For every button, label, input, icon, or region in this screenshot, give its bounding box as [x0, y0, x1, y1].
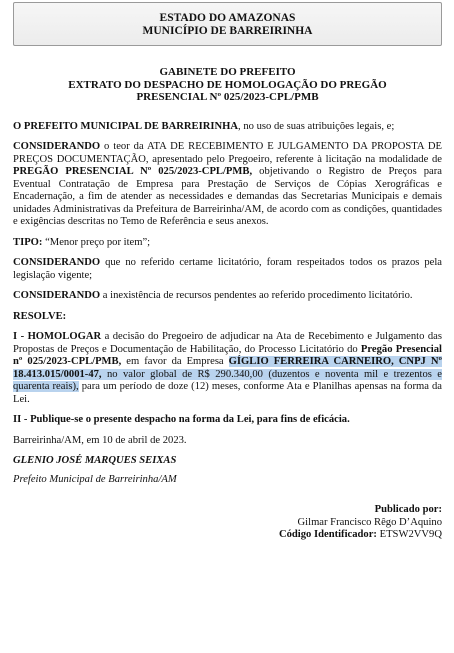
resolve-heading: [13, 311, 442, 324]
document-body: [13, 121, 442, 542]
tipo-text: “Menor preço por item”;: [42, 236, 151, 248]
identifier-label: Código Identificador:: [278, 529, 377, 540]
document-page: [0, 2, 454, 653]
title-extract: EXTRATO DO DESPACHO DE HOMOLOGAÇÃO DO PREGÃO: [68, 78, 387, 91]
header-banner: [13, 2, 442, 46]
date-line: Barreirinha/AM, em 10 de abril de 2023.: [13, 434, 187, 446]
considering-1-bold: CONSIDERANDO: [13, 141, 101, 152]
header-municipality: MUNICÍPIO DE BARREIRINHA: [142, 25, 313, 37]
document-title: [13, 66, 442, 104]
signer-name: GLENIO JOSÉ MARQUES SEIXAS: [13, 455, 177, 466]
intro-bold: O PREFEITO MUNICIPAL DE BARREIRINHA: [13, 120, 239, 132]
item-1-value-highlight: no valor global de R$ 290.340,00 (duzentos e noventa mil e trezentos e quarenta reais),: [13, 368, 442, 392]
item-2-paragraph: [13, 414, 442, 427]
publication-block: [13, 504, 442, 542]
considering-3-text: a inexistência de recursos pendentes ao referido procedimento licitatório.: [100, 290, 413, 301]
considering-2-bold: CONSIDERANDO: [13, 257, 101, 268]
considering-paragraph-2: [13, 257, 442, 282]
title-office: GABINETE DO PREFEITO: [159, 66, 296, 78]
item-1-company-highlight: GÍGLIO FERREIRA CARNEIRO, CNPJ Nº 18.413.015/0001-47,: [13, 356, 442, 380]
intro-text: , no uso de suas atribuições legais, e;: [238, 120, 395, 132]
published-by-label: Publicado por:: [374, 504, 442, 515]
resolve-label: RESOLVE:: [13, 310, 67, 322]
considering-2-text: que no referido certame licitatório, foram respeitados todos os prazos pela legislação vigente;: [13, 257, 442, 281]
tipo-paragraph: [13, 237, 442, 250]
item-1-process: Pregão Presencial nº 025/2023-CPL/PMB,: [13, 343, 442, 367]
identifier-code: ETSW2VV9Q: [379, 529, 442, 540]
item-1-text-c: para um período de doze (12) meses, conforme Ata e Planilhas apensas na forma da Lei.: [13, 381, 442, 405]
intro-paragraph: [13, 121, 442, 134]
signer-role: Prefeito Municipal de Barreirinha/AM: [13, 473, 177, 485]
considering-1-text-b: objetivando o Registro de Preços para Eventual Contratação de Empresa para Prestação de Serviços de Cópias Xerográficas e Encadernação, a fim de atender as necessidades e demandas das Secretarias Municipais e demais unidades Administrativas da Prefeitura de Barreirinha/AM, de acordo com as condições, quantidades e exigências descritas no Temo de Referência e seus anexos.: [13, 166, 442, 227]
title-process: PRESENCIAL Nº 025/2023-CPL/PMB: [136, 91, 319, 103]
item-1-paragraph: [13, 331, 442, 406]
considering-paragraph-3: [13, 290, 442, 303]
item-1-bold: I - HOMOLOGAR: [13, 331, 102, 342]
published-by-name: Gilmar Francisco Rêgo D’Aquino: [297, 516, 442, 528]
item-1-text-b: em favor da Empresa: [121, 356, 229, 367]
header-state: ESTADO DO AMAZONAS: [159, 12, 296, 24]
tipo-label: TIPO:: [13, 236, 43, 248]
considering-1-process: PREGÃO PRESENCIAL Nº 025/2023-CPL/PMB,: [13, 166, 253, 177]
item-2-text: II - Publique-se o presente despacho na forma da Lei, para fins de eficácia.: [13, 414, 350, 425]
considering-1-text-a: o teor da ATA DE RECEBIMENTO E JULGAMENTO DA PROPOSTA DE PREÇOS DOCUMENTAÇÃO, apresentado pelo Pregoeiro, referente à licitação na modalidade de: [13, 141, 442, 165]
item-1-text-a: a decisão do Pregoeiro de adjudicar na Ata de Recebimento e Julgamento das Propostas de Preços e Documentação de Habilitação, do Processo Licitatório do: [13, 331, 442, 355]
identifier-line: [13, 529, 442, 542]
considering-3-bold: CONSIDERANDO: [13, 290, 101, 301]
considering-paragraph-1: [13, 141, 442, 229]
